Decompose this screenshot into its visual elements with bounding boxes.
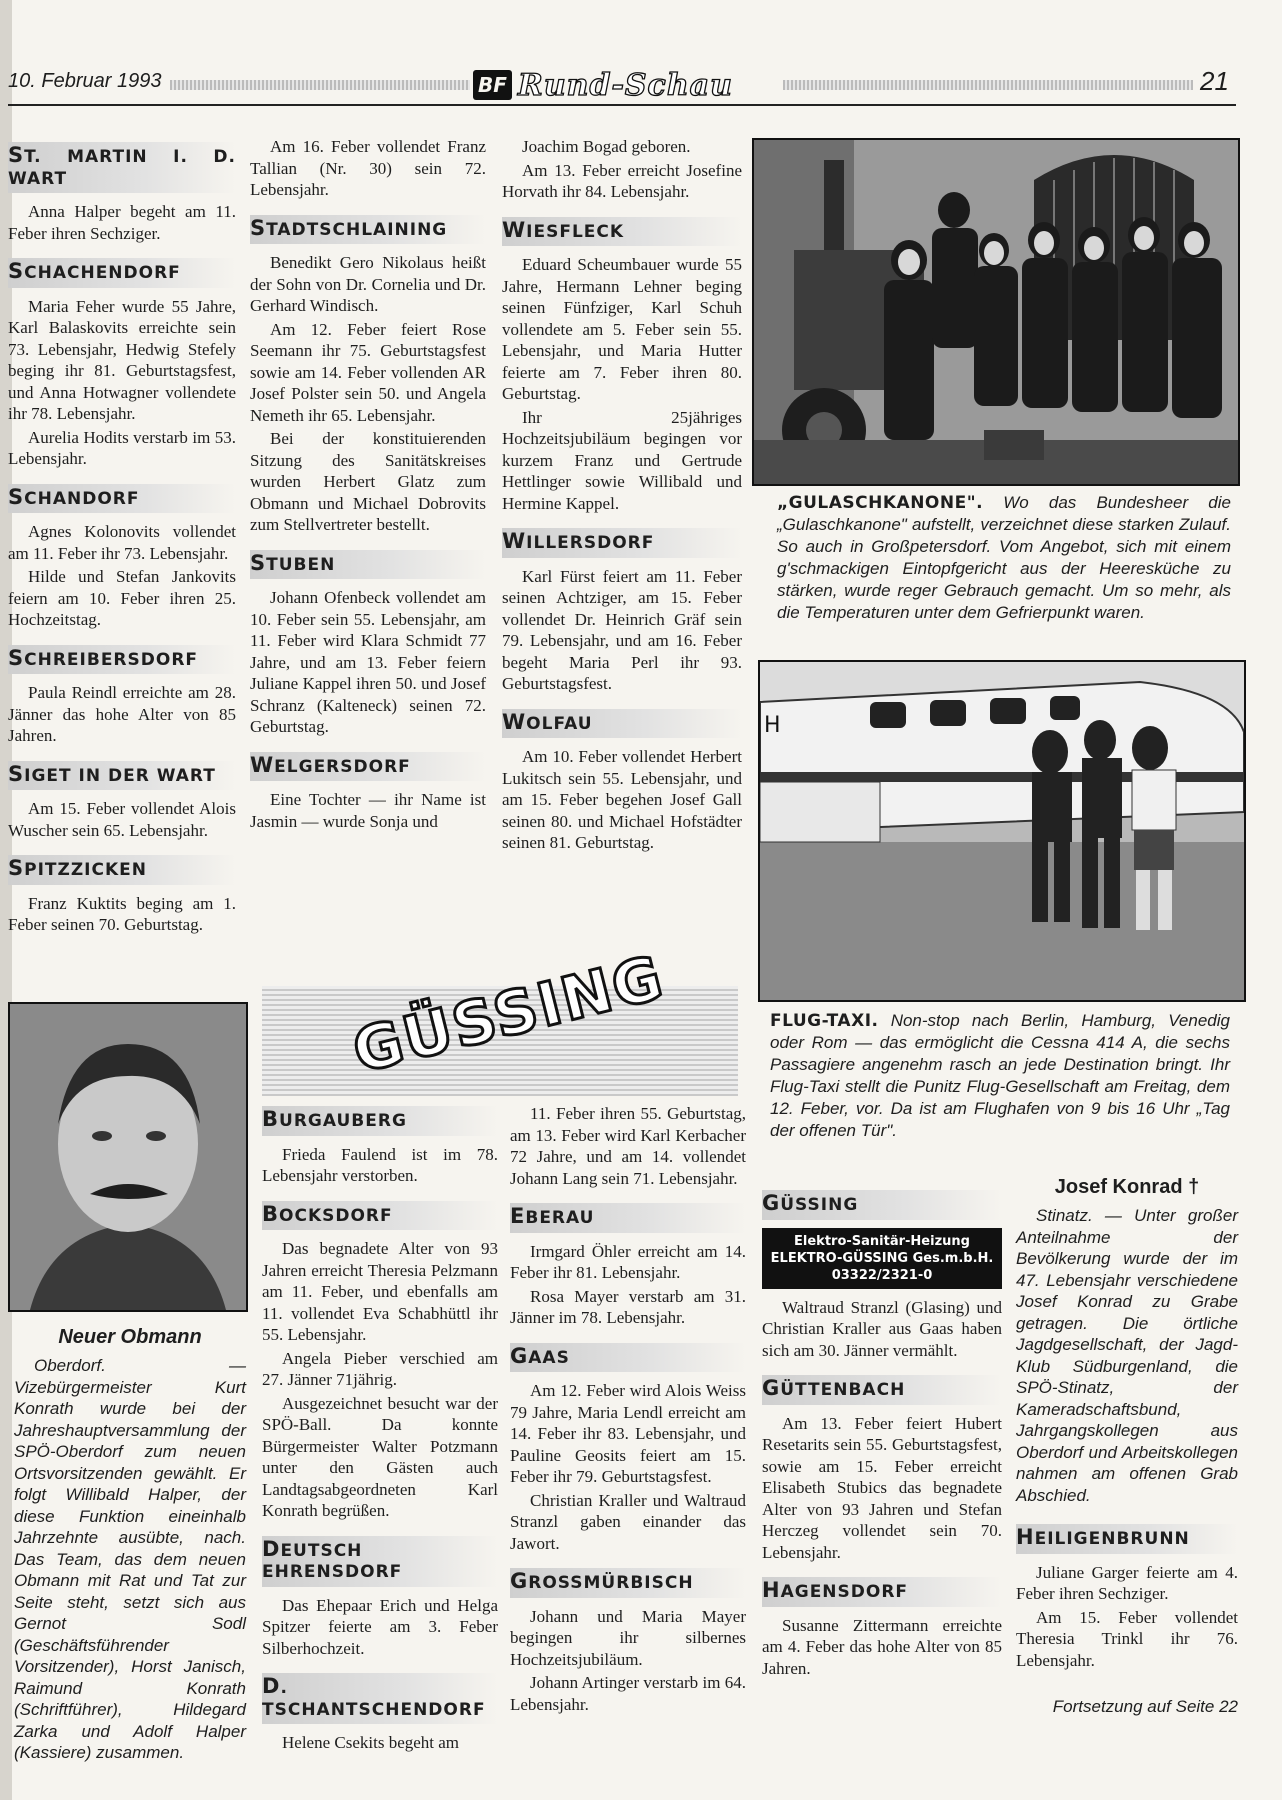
continued-lead-paragraph: Am 13. Feber erreicht Josefine Horvath ihr 84. Lebensjahr.	[502, 160, 742, 201]
section-title-text: WILLERSDORF	[502, 529, 655, 553]
continued-lead-paragraph: 11. Feber ihren 55. Geburtstag, am 13. Feber wird Karl Kerbacher 72 Jahre, und am 14. vollendet Johann Lang sein 71. Lebensjahr.	[510, 1104, 746, 1188]
heiligenbrunn-paragraph-1: Juliane Garger feierte am 4. Feber ihren Sechziger.	[1016, 1562, 1238, 1603]
section-guettenbach-title-text: GÜTTENBACH	[762, 1376, 906, 1400]
rundschau-logo-text: Rund-Schau	[517, 67, 733, 103]
section-title-text: WELGERSDORF	[250, 752, 411, 777]
schachendorf-paragraph: Aurelia Hodits verstarb im 53. Lebensjahr.	[8, 427, 236, 468]
section-title-text: WIESFLECK	[502, 217, 625, 242]
guettenbach-paragraph: Am 13. Feber feiert Hubert Resetarits sein 55. Geburtstagsfest, sowie am 15. Feber erreicht Elisabeth Stubics das begnadete Alter von 93 Jahren und Stefan Herczeg vollendet sein 70. Lebensjahr.	[762, 1413, 1002, 1562]
gaas-paragraph: Am 12. Feber wird Alois Weiss 79 Jahre, Maria Lendl erreicht am 14. Feber ihr 83. Lebensjahr, und Pauline Geosits feiert am 15. Feber ihr 79. Geburtstagsfest.	[510, 1381, 746, 1486]
column-guessing-guettenbach	[762, 1190, 1002, 1679]
header-baseline	[8, 104, 1236, 106]
section-title-text: GROSSMÜRBISCH	[510, 1569, 694, 1593]
schandorf-paragraph: Hilde und Stefan Jankovits feiern am 10. Feber ihren 25. Hochzeitstag.	[8, 567, 236, 629]
section-title-text: BURGAUBERG	[262, 1107, 407, 1131]
section-title-text: EBERAU	[510, 1204, 595, 1228]
flug-taxi-illustration	[760, 662, 1244, 1000]
column-stadtschlaining	[250, 136, 486, 832]
siget-in-der-wart-paragraph: Am 15. Feber vollendet Alois Wuscher sein 65. Lebensjahr.	[8, 799, 236, 840]
d-tschantschendorf-paragraph: Helene Csekits begeht am	[282, 1733, 460, 1752]
section-title-text: SCHREIBERSDORF	[8, 645, 199, 670]
section-siget-in-der-wart-title	[8, 761, 236, 791]
spitzzicken-paragraph: Franz Kuktits beging am 1. Feber seinen 70. Geburtstag.	[8, 893, 236, 934]
section-schachendorf-title	[8, 258, 236, 288]
section-st-martin-i-d-wart-title	[8, 142, 236, 193]
ad-line-1: Elektro-Sanitär-Heizung	[794, 1233, 970, 1249]
section-stadtschlaining-title	[250, 215, 486, 245]
willersdorf-paragraph: Karl Fürst feiert am 11. Feber seinen Achtziger, am 15. Feber vollendet Dr. Heinrich Gräf sein 79. Lebensjahr, und am 16. Feber begeht Maria Perl ihr 93. Geburtstagsfest.	[502, 566, 742, 693]
stuben-paragraph: Johann Ofenbeck vollendet am 10. Feber sein 55. Lebensjahr, am 11. Feber wird Klara Schmidt 77 Jahre, und am 13. Feber feiern Juliane Kappel ihren 50. und Josef Schranz (Kalteneck) seinen 72. Geburtstag.	[250, 588, 486, 736]
section-d-tschantschendorf-title	[262, 1673, 498, 1724]
welgersdorf-paragraph: Eine Tochter — ihr Name ist Jasmin — wurde Sonja und	[250, 790, 486, 831]
deutsch-ehrensdorf-paragraph: Das Ehepaar Erich und Helga Spitzer feierte am 3. Feber Silberhochzeit.	[262, 1595, 498, 1658]
schachendorf-paragraph: Maria Feher wurde 55 Jahre, Karl Balaskovits erreichte sein 73. Lebensjahr, Hedwig Stefely beging ihr 81. Geburtstagsfest, und Anna Hotwagner vollendete ihr 78. Lebensjahr.	[8, 296, 236, 423]
wolfau-paragraph: Am 10. Feber vollendet Herbert Lukitsch sein 55. Lebensjahr, und am 15. Feber begehen Josef Gall seinen 80. und Michael Hofstädter seinen 81. Geburtstag.	[502, 747, 742, 852]
schandorf-paragraph: Agnes Kolonovits vollendet am 11. Feber ihr 73. Lebensjahr.	[8, 522, 236, 563]
section-title-text: BOCKSDORF	[262, 1201, 393, 1226]
portrait-illustration	[10, 1004, 246, 1310]
section-bocksdorf-title	[262, 1201, 498, 1231]
gulaschkanone-illustration	[754, 140, 1238, 484]
photo-flug-taxi	[758, 660, 1246, 1002]
section-wolfau-title	[502, 709, 742, 739]
bocksdorf-paragraph: Ausgezeichnet besucht war der SPÖ-Ball. Da konnte Bürgermeister Walter Potzmann unter den Gästen auch Landtagsabgeordneten Karl Konrath begrüßen.	[262, 1393, 498, 1520]
section-gaas-title	[510, 1343, 746, 1373]
section-burgauberg-title	[262, 1106, 498, 1136]
heiligenbrunn-block	[1016, 1524, 1238, 1671]
section-eberau-title	[510, 1203, 746, 1233]
section-hagensdorf-title	[762, 1577, 1002, 1607]
section-title-text: STUBEN	[250, 550, 336, 575]
section-title-text: SIGET IN DER WART	[8, 761, 216, 786]
section-deutsch-ehrensdorf-title	[262, 1536, 498, 1587]
bf-logo-box: BF	[473, 70, 512, 100]
column-eberau	[510, 1103, 746, 1715]
page-number: 21	[1200, 66, 1229, 96]
eberau-paragraph: Irmgard Öhler erreicht am 14. Feber ihr 81. Lebensjahr.	[510, 1241, 746, 1282]
plane-registration-letter: H	[764, 713, 781, 738]
section-title-text: GAAS	[510, 1343, 570, 1368]
caption-flug-taxi-text: Non-stop nach Berlin, Hamburg, Venedig oder Rom — das ermöglicht die Cessna 414 A, die sechs Passagiere angenehm rasch an jede Destination bringt. Ihr Flug-Taxi stellt die Punitz Flug-Gesellschaft am Freitag, dem 12. Feber, vor. Da ist am Flughafen von 9 bis 16 Uhr „Tag der offenen Tür".	[770, 1011, 1230, 1140]
column-oberwart-villages	[8, 142, 236, 936]
section-guettenbach-title	[762, 1375, 1002, 1405]
section-gro-murbisch-title	[510, 1568, 746, 1598]
wiesfleck-paragraph: Ihr 25jähriges Hochzeitsjubiläum begingen vor kurzem Franz und Gertrude Hettlinger sowie Willibald und Hermine Kappel.	[502, 407, 742, 513]
section-heiligenbrunn-title	[1016, 1524, 1238, 1554]
section-schandorf-title	[8, 484, 236, 514]
obmann-title: Neuer Obmann	[58, 1326, 202, 1348]
obmann-text: Oberdorf. — Vizebürgermeister Kurt Konrath wurde bei der Jahreshauptversammlung der SPÖ-Oberdorf zum neuen Ortsvorsitzenden gewählt. Er folgt Willibald Halper, der diese Funktion eineinhalb Jahrzehnte ausübte, nach. Das Team, das dem neuen Obmann mit Rat und Tat zur Seite steht, setzt sich aus Gernot Sodl (Geschäftsführender Vorsitzender), Horst Janisch, Raimund Konrath (Schriftführer), Hildegard Zarka und Adolf Halper (Kassiere) zusammen.	[14, 1356, 246, 1762]
section-guessing-title-text: GÜSSING	[762, 1191, 859, 1215]
obituary-title: Josef Konrad †	[1054, 1176, 1200, 1198]
gro-murbisch-paragraph: Johann und Maria Mayer begingen ihr silbernes Hochzeitsjubiläum.	[510, 1606, 746, 1669]
obituary-text: Stinatz. — Unter großer Anteilnahme der Bevölkerung wurde der im 47. Lebensjahr verschiedene Josef Konrad zu Grabe getragen. Die örtliche Jagdgesellschaft, der Jagd-Klub Südburgenland, die SPÖ-Stinatz, der Kameradschaftsbund, Jahrgangskollegen aus Oberdorf und Arbeitskollegen nahmen am offenen Grab Abschied.	[1016, 1206, 1238, 1505]
caption-gulaschkanone-title: „GULASCHKANONE".	[777, 493, 984, 513]
caption-flug-taxi	[770, 1010, 1230, 1142]
header-rule-left	[170, 80, 470, 90]
ad-line-2: ELEKTRO-GÜSSING Ges.m.b.H.	[770, 1250, 994, 1266]
caption-gulaschkanone-text: Wo das Bundesheer die „Gulaschkanone" aufstellt, verzeichnet diese starken Zulauf. So auch in Großpetersdorf. Vom Angebot, sich mit einem g'schmackigen Eintopfgericht aus der Heeresküche zu stärken, wurde reger Gebrauch gemacht. Um so mehr, als die Temperaturen unter dem Gefrierpunkt waren.	[777, 493, 1231, 622]
continued-note: Fortsetzung auf Seite 22	[1052, 1697, 1238, 1716]
section-title-text: SCHANDORF	[8, 484, 140, 509]
bocksdorf-paragraph: Das begnadete Alter von 93 Jahren erreicht Theresia Pelzmann am 11. Feber, und ebenfalls am 11. vollendet Eva Schabhüttl ihr 55. Lebensjahr.	[262, 1239, 498, 1344]
header-rule-right	[783, 80, 1193, 90]
st-martin-i-d-wart-paragraph: Anna Halper begeht am 11. Feber ihren Sechziger.	[8, 202, 236, 243]
photo-kurt-konrath	[8, 1002, 248, 1312]
burgauberg-paragraph: Frieda Faulend ist im 78. Lebensjahr verstorben.	[262, 1144, 498, 1185]
guessing-paragraph: Waltraud Stranzl (Glasing) und Christian Kraller aus Gaas haben sich am 30. Jänner vermählt.	[762, 1297, 1002, 1360]
stadtschlaining-paragraph: Am 12. Feber feiert Rose Seemann ihr 75. Geburtstagsfest sowie am 14. Feber vollenden AR Josef Polster sein 50. und Angela Nemeth ihr 65. Lebensjahr.	[250, 319, 486, 425]
eberau-paragraph: Rosa Mayer verstarb am 31. Jänner im 78. Lebensjahr.	[510, 1286, 746, 1327]
column-josef-konrad	[1016, 1176, 1238, 1717]
caption-gulaschkanone	[777, 492, 1231, 624]
photo-gulaschkanone	[752, 138, 1240, 486]
section-title-text: STADTSCHLAINING	[250, 215, 448, 240]
section-title-text: WOLFAU	[502, 709, 593, 734]
bocksdorf-paragraph: Angela Pieber verschied am 27. Jänner 71jährig.	[262, 1348, 498, 1389]
continued-lead-paragraph: Am 16. Feber vollendet Franz Tallian (Nr. 30) sein 72. Lebensjahr.	[250, 137, 486, 199]
stadtschlaining-paragraph: Benedikt Gero Nikolaus heißt der Sohn von Dr. Cornelia und Dr. Gerhard Windisch.	[250, 253, 486, 315]
wiesfleck-paragraph: Eduard Scheumbauer wurde 55 Jahre, Hermann Lehner beging seinen Fünfziger, Karl Schuh vollendete am 5. Feber sein 55. Lebensjahr, und Maria Hutter feierte am 7. Feber ihren 80. Geburtstag.	[502, 255, 742, 403]
continued-lead-paragraph: Joachim Bogad geboren.	[522, 137, 691, 156]
section-title-text: SPITZZICKEN	[8, 856, 147, 880]
section-title-text: D. TSCHANTSCHENDORF	[262, 1674, 486, 1720]
ad-phone: 03322/2321-0	[831, 1267, 933, 1283]
section-schreibersdorf-title	[8, 645, 236, 675]
section-spitzzicken-title	[8, 855, 236, 885]
section-wiesfleck-title	[502, 217, 742, 247]
heiligenbrunn-paragraph-2: Am 15. Feber vollendet Theresia Trinkl ihr 76. Lebensjahr.	[1016, 1607, 1238, 1670]
page-header	[8, 62, 1236, 108]
section-title-text: SCHACHENDORF	[8, 259, 181, 283]
section-title-text: DEUTSCH EHRENSDORF	[262, 1536, 403, 1582]
gaas-paragraph: Christian Kraller und Waltraud Stranzl gaben einander das Jawort.	[510, 1490, 746, 1553]
section-hagensdorf-title-text: HAGENSDORF	[762, 1578, 909, 1602]
column-burgauberg	[262, 1106, 498, 1754]
section-title-text: ST. MARTIN I. D. WART	[8, 143, 236, 189]
section-guessing-title	[762, 1190, 1002, 1220]
section-willersdorf-title	[502, 528, 742, 558]
rundschau-logo	[473, 62, 733, 108]
guessing-banner-title: GÜSSING	[346, 942, 672, 1088]
schreibersdorf-paragraph: Paula Reindl erreichte am 28. Jänner das hohe Alter von 85 Jahren.	[8, 683, 236, 745]
section-heiligenbrunn-title-text: HEILIGENBRUNN	[1016, 1525, 1190, 1549]
stadtschlaining-paragraph: Bei der konstituierenden Sitzung des Sanitätskreises wurden Herbert Glatz zum Obmann und Michael Dobrovits zum Stellvertreter bestellt.	[250, 429, 486, 534]
obmann-article	[14, 1326, 246, 1764]
elektro-guessing-ad	[762, 1228, 1002, 1289]
gro-murbisch-paragraph: Johann Artinger verstarb im 64. Lebensjahr.	[510, 1673, 746, 1714]
column-wiesfleck	[502, 136, 742, 854]
hagensdorf-paragraph: Susanne Zittermann erreichte am 4. Feber das hohe Alter von 85 Jahren.	[762, 1615, 1002, 1678]
header-date: 10. Februar 1993	[8, 70, 162, 92]
section-welgersdorf-title	[250, 752, 486, 782]
section-stuben-title	[250, 550, 486, 580]
caption-flug-taxi-title: FLUG-TAXI.	[770, 1011, 879, 1031]
